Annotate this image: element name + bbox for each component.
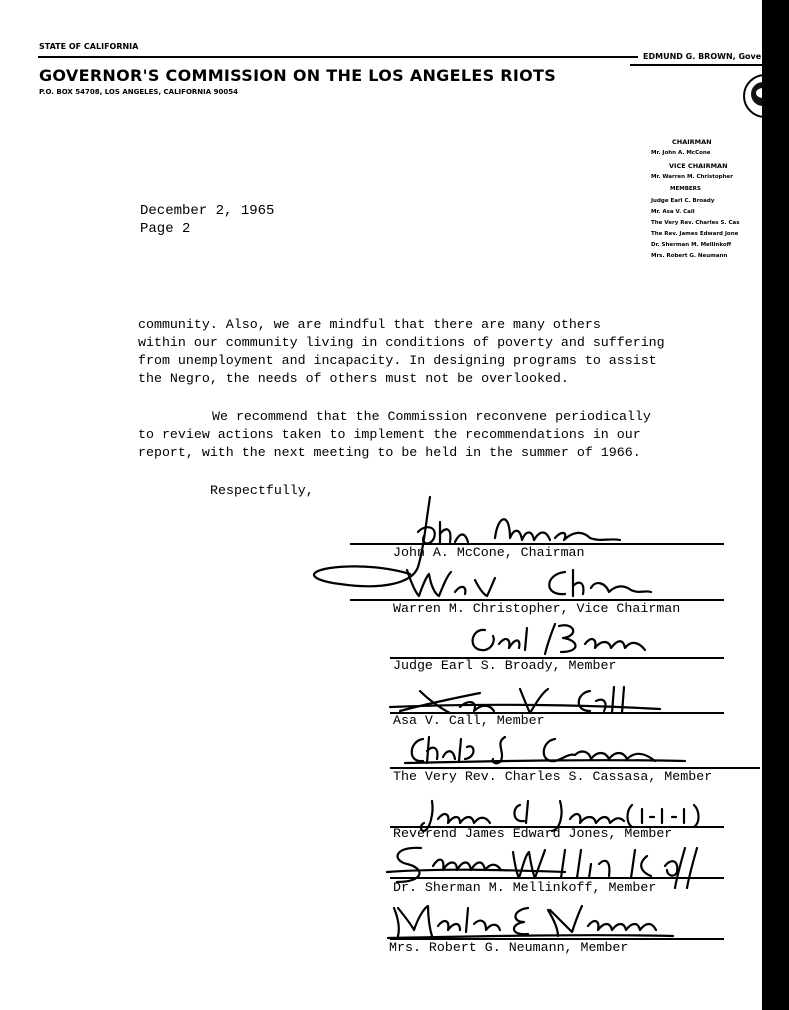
letterhead-rule [38,56,638,58]
signatory-name: Warren M. Christopher, Vice Chairman [393,601,681,616]
body-line: within our community living in conditions of poverty and suffering [138,335,665,350]
roster-chairman-title: CHAIRMAN [672,138,712,146]
signatory-name: Asa V. Call, Member [393,713,545,728]
signatory-name: The Very Rev. Charles S. Cassasa, Member [393,769,713,784]
body-line: We recommend that the Commission reconvene periodically [212,409,651,424]
roster-member: Judge Earl C. Broady [651,198,715,204]
signatory-name: Judge Earl S. Broady, Member [393,658,617,673]
roster-vice: Mr. Warren M. Christopher [651,174,733,180]
scan-edge-inner [772,0,789,1010]
commission-address: P.O. BOX 54708, LOS ANGELES, CALIFORNIA 90054 [39,88,238,96]
body-line: the Negro, the needs of others must not be overlooked. [138,371,569,386]
governor-name: EDMUND G. BROWN, Gove [643,52,762,61]
letter-date: December 2, 1965 [140,203,275,219]
body-line: from unemployment and incapacity. In designing programs to assist [138,353,657,368]
signature-neumann [388,900,678,942]
state-label: STATE OF CALIFORNIA [39,42,139,51]
page-number: Page 2 [140,221,191,237]
roster-member: Mrs. Robert G. Neumann [651,253,728,259]
roster-member: Dr. Sherman M. Mellinkoff [651,242,732,248]
roster-vice-title: VICE CHAIRMAN [669,162,728,170]
roster-chairman: Mr. John A. McCone [651,150,711,156]
commission-name: GOVERNOR'S COMMISSION ON THE LOS ANGELES RIOTS [39,66,557,85]
signature-cassasa [405,733,690,769]
roster-member: The Very Rev. Charles S. Cas [651,220,740,226]
signatory-name: Mrs. Robert G. Neumann, Member [389,940,629,955]
signature-line [390,877,724,879]
signatory-name: Reverend James Edward Jones, Member [393,826,673,841]
signature-broady [455,620,680,660]
roster-members-title: MEMBERS [670,186,701,192]
body-line: community. Also, we are mindful that there are many others [138,317,601,332]
roster-member: The Rev. James Edward Jone [651,231,739,237]
signatory-name: John A. McCone, Chairman [393,545,585,560]
body-line: report, with the next meeting to be held in the summer of 1966. [138,445,641,460]
body-line: to review actions taken to implement the recommendations in our [138,427,641,442]
closing: Respectfully, [210,483,314,498]
roster-member: Mr. Asa V. Call [651,209,695,215]
signatory-name: Dr. Sherman M. Mellinkoff, Member [393,880,657,895]
